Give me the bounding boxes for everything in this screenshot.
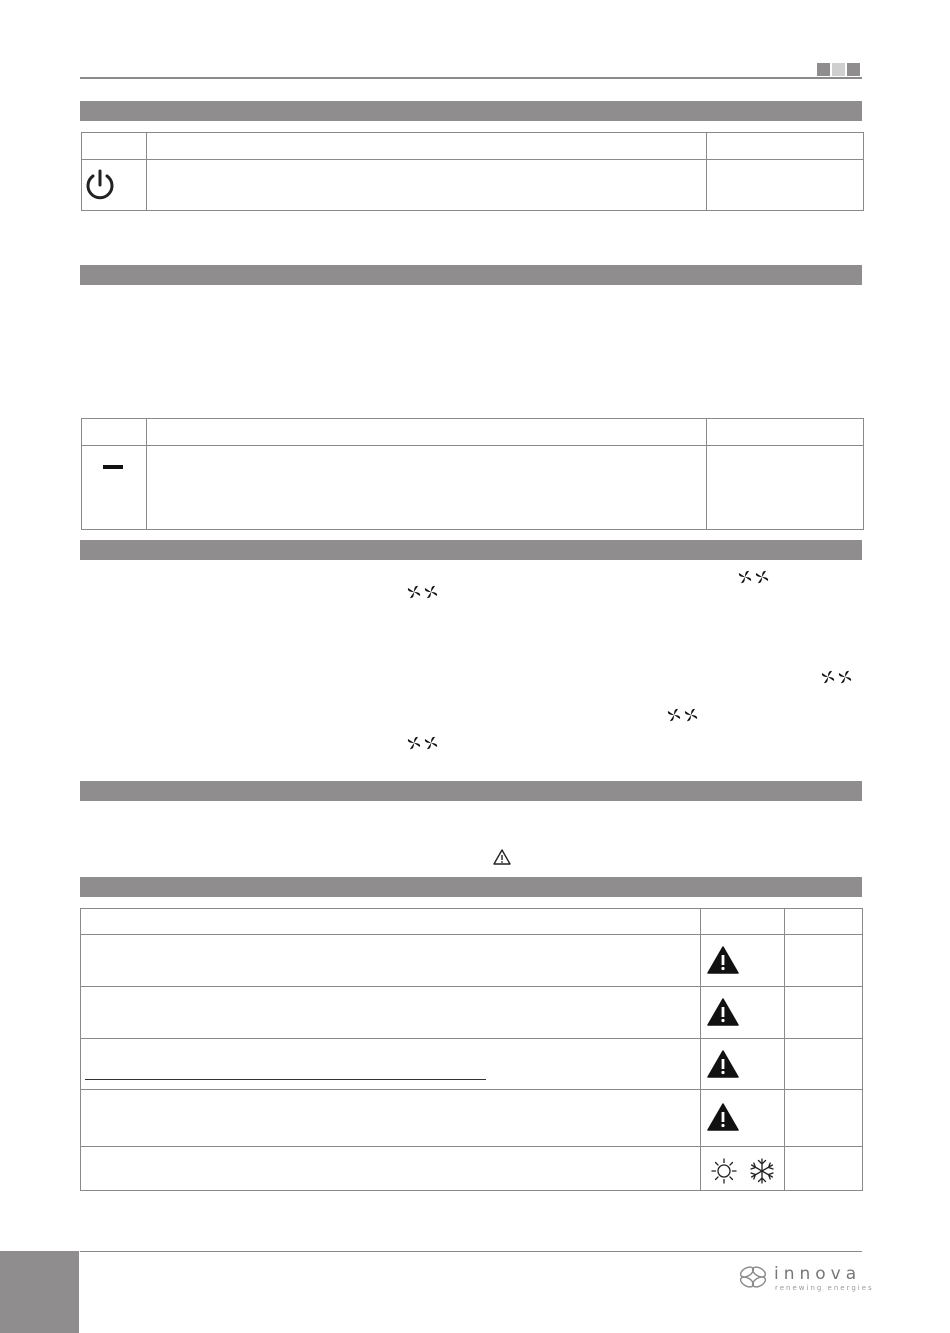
- table-power: [81, 132, 864, 211]
- fan-icon: [819, 667, 855, 687]
- table-alarms: [80, 908, 863, 1191]
- section-bar-5: [80, 877, 862, 897]
- underline-rule: [85, 1079, 486, 1080]
- table-divider: [80, 1146, 863, 1147]
- table-divider: [706, 132, 707, 211]
- table-divider: [146, 418, 147, 530]
- innova-logo-icon: [736, 1262, 770, 1292]
- warning-filled-icon: [707, 1103, 739, 1131]
- warning-filled-icon: [707, 1050, 739, 1078]
- warning-outline-icon: [493, 849, 511, 865]
- table-divider: [706, 418, 707, 530]
- snowflake-icon: [748, 1157, 776, 1185]
- table-dash: [81, 418, 864, 530]
- table-divider: [80, 934, 863, 935]
- section-bar-4: [80, 781, 862, 801]
- table-divider: [146, 132, 147, 211]
- table-divider: [700, 908, 701, 1191]
- sun-icon: [710, 1157, 738, 1185]
- header-square-3: [847, 63, 860, 76]
- fan-icon: [405, 582, 441, 602]
- footer-page-tab: [0, 1251, 79, 1333]
- table-divider: [80, 986, 863, 987]
- warning-filled-icon: [707, 998, 739, 1026]
- header-rule: [80, 77, 862, 79]
- logo-text: innova: [774, 1264, 862, 1284]
- header-square-2: [832, 63, 845, 76]
- section-bar-2: [80, 265, 862, 285]
- fan-icon: [665, 705, 701, 725]
- table-divider: [80, 1089, 863, 1090]
- table-divider: [81, 445, 864, 446]
- fan-icon: [736, 567, 772, 587]
- section-bar-3: [80, 540, 862, 560]
- power-icon: [84, 169, 116, 203]
- header-square-1: [817, 63, 830, 76]
- table-divider: [80, 1038, 863, 1039]
- fan-icon: [405, 733, 441, 753]
- table-divider: [81, 159, 864, 160]
- table-divider: [784, 908, 785, 1191]
- warning-filled-icon: [707, 946, 739, 974]
- section-bar-1: [80, 101, 862, 121]
- minus-icon: [103, 465, 123, 469]
- logo-tagline: renewing energies: [775, 1284, 874, 1292]
- footer-rule: [80, 1251, 862, 1252]
